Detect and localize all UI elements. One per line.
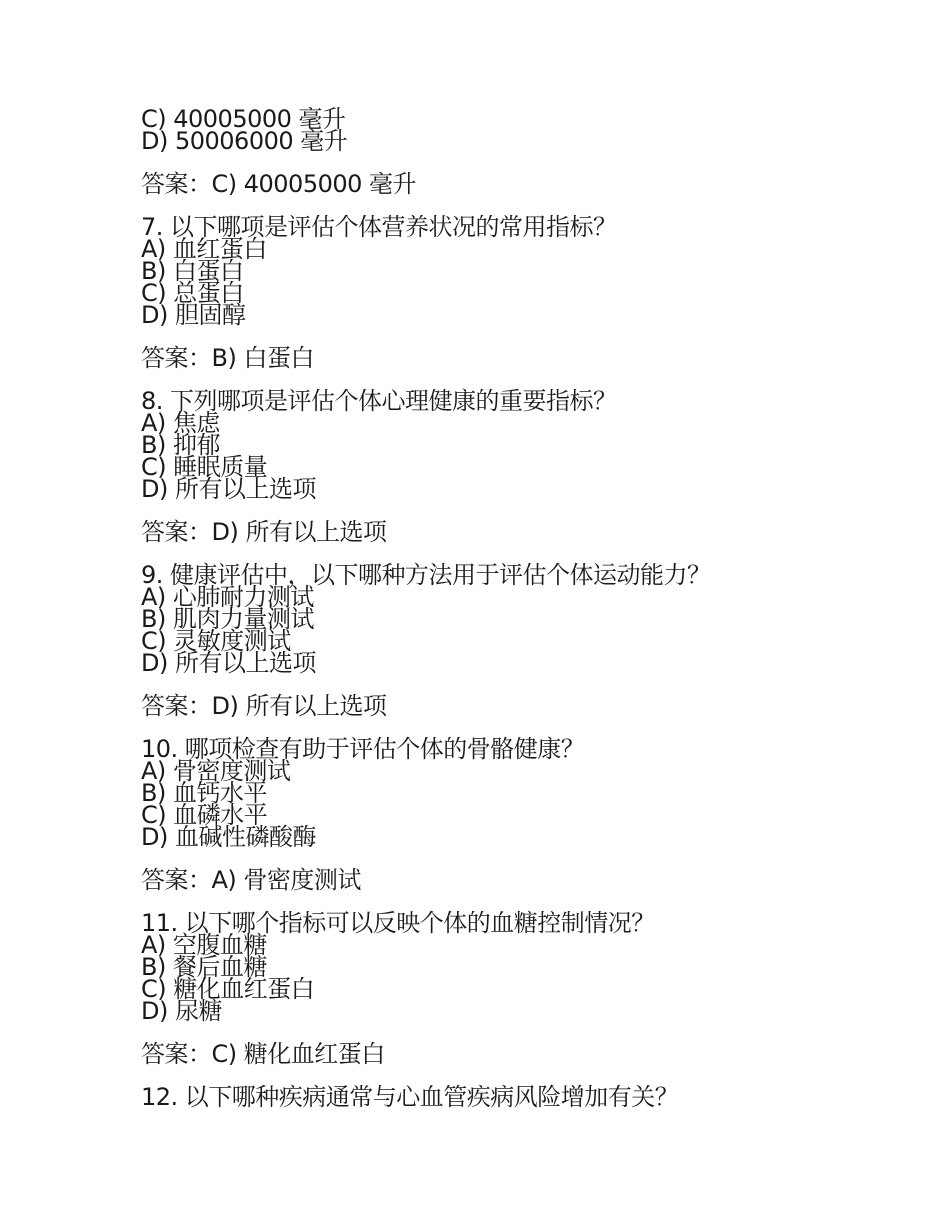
question-block-9 bbox=[141, 561, 881, 720]
option-line: A) 焦虑 bbox=[141, 409, 220, 437]
option-line: C) 灵敏度测试 bbox=[141, 627, 291, 655]
option-line: D) 所有以上选项 bbox=[141, 475, 316, 503]
answer-line: 答案：B) 白蛋白 bbox=[141, 344, 314, 372]
question-text: 12. 以下哪种疾病通常与心血管疾病风险增加有关？ bbox=[141, 1083, 679, 1111]
question-block-12 bbox=[141, 1083, 881, 1111]
option-line: B) 餐后血糖 bbox=[141, 953, 267, 981]
answer-line: 答案：C) 40005000 毫升 bbox=[141, 170, 417, 198]
answer-line: 答案：C) 糖化血红蛋白 bbox=[141, 1040, 385, 1068]
option-line: C) 睡眠质量 bbox=[141, 453, 268, 481]
option-line: C) 40005000 毫升 bbox=[141, 105, 346, 133]
question-block-7 bbox=[141, 213, 881, 372]
option-line: B) 白蛋白 bbox=[141, 257, 244, 285]
option-line: C) 血磷水平 bbox=[141, 801, 268, 829]
question-text: 8. 下列哪项是评估个体心理健康的重要指标？ bbox=[141, 387, 617, 415]
option-line: A) 血红蛋白 bbox=[141, 235, 267, 263]
question-text: 7. 以下哪项是评估个体营养状况的常用指标？ bbox=[141, 213, 617, 241]
option-line: D) 所有以上选项 bbox=[141, 649, 316, 677]
question-block-10 bbox=[141, 735, 881, 894]
option-line: B) 抑郁 bbox=[141, 431, 220, 459]
question-text: 10. 哪项检查有助于评估个体的骨骼健康？ bbox=[141, 735, 585, 763]
carryover-block bbox=[141, 105, 881, 198]
option-line: D) 尿糖 bbox=[141, 997, 222, 1025]
option-line: C) 糖化血红蛋白 bbox=[141, 975, 315, 1003]
answer-line: 答案：A) 骨密度测试 bbox=[141, 866, 361, 894]
question-block-8 bbox=[141, 387, 881, 546]
document-page bbox=[141, 105, 881, 1111]
question-block-11 bbox=[141, 909, 881, 1068]
option-line: B) 血钙水平 bbox=[141, 779, 267, 807]
answer-line: 答案：D) 所有以上选项 bbox=[141, 692, 387, 720]
option-line: D) 胆固醇 bbox=[141, 301, 246, 329]
option-line: D) 血碱性磷酸酶 bbox=[141, 823, 316, 851]
option-line: C) 总蛋白 bbox=[141, 279, 244, 307]
option-line: B) 肌肉力量测试 bbox=[141, 605, 314, 633]
option-line: D) 50006000 毫升 bbox=[141, 127, 348, 155]
option-line: A) 心肺耐力测试 bbox=[141, 583, 314, 611]
answer-line: 答案：D) 所有以上选项 bbox=[141, 518, 387, 546]
option-line: A) 骨密度测试 bbox=[141, 757, 291, 785]
question-text: 11. 以下哪个指标可以反映个体的血糖控制情况？ bbox=[141, 909, 655, 937]
option-line: A) 空腹血糖 bbox=[141, 931, 267, 959]
question-text: 9. 健康评估中，以下哪种方法用于评估个体运动能力？ bbox=[141, 561, 711, 589]
